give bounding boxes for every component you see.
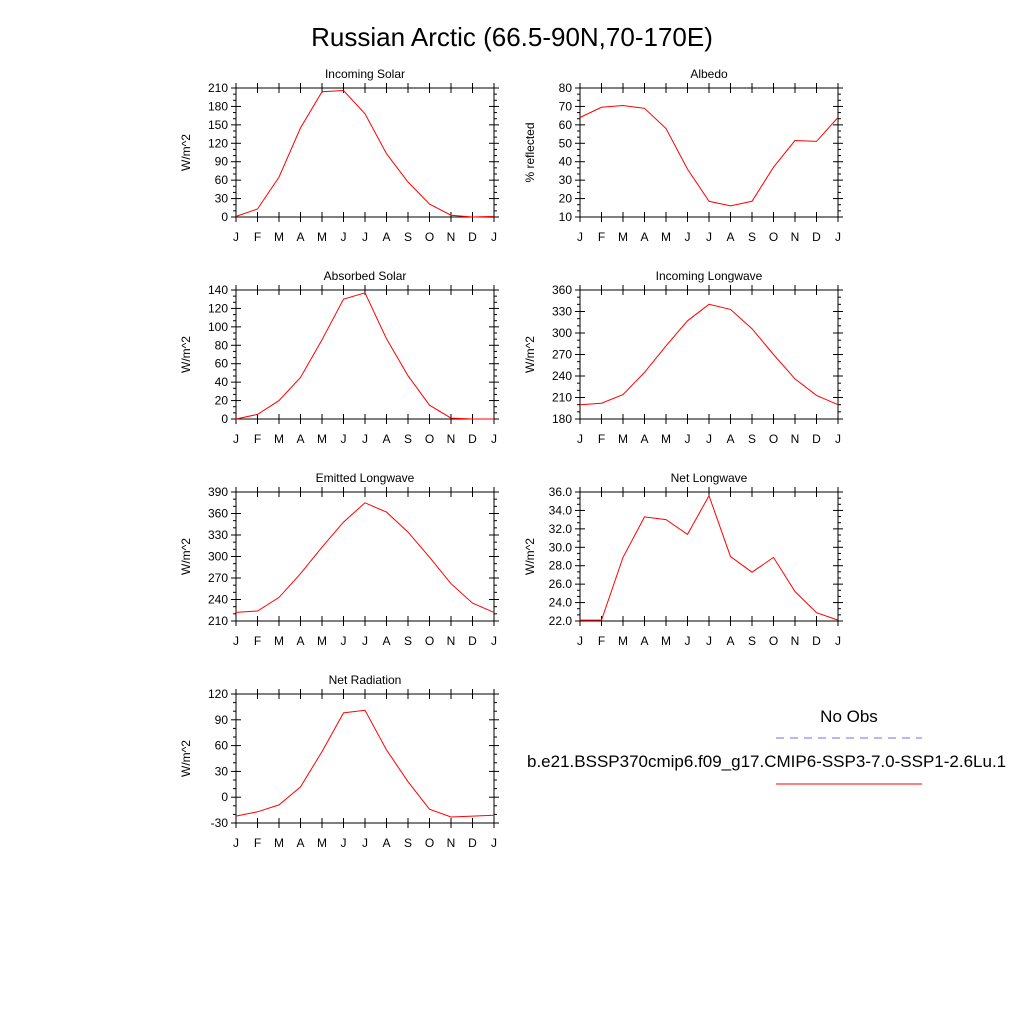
y-tick-label: 180 bbox=[207, 99, 228, 114]
x-tick-label: O bbox=[768, 230, 779, 244]
x-tick-label: M bbox=[317, 634, 327, 648]
y-tick-label: 28.0 bbox=[548, 558, 572, 573]
x-tick-label: F bbox=[597, 432, 606, 446]
x-tick-label: O bbox=[768, 432, 779, 446]
y-tick-label: 120 bbox=[207, 301, 228, 316]
y-tick-label: 270 bbox=[207, 571, 228, 585]
x-tick-label: J bbox=[362, 230, 368, 244]
x-tick-label: A bbox=[382, 634, 391, 648]
y-tick-label: 32.0 bbox=[548, 521, 572, 536]
panel-title: Net Radiation bbox=[328, 673, 402, 687]
x-tick-label: N bbox=[790, 432, 800, 446]
x-tick-label: A bbox=[726, 634, 735, 648]
x-tick-label: A bbox=[640, 432, 649, 446]
x-tick-label: J bbox=[706, 230, 712, 244]
y-tick-label: 90 bbox=[214, 154, 228, 169]
y-tick-label: 270 bbox=[551, 347, 572, 362]
panel-title: Incoming Longwave bbox=[655, 269, 763, 283]
y-tick-label: 360 bbox=[207, 506, 228, 521]
x-tick-label: J bbox=[706, 432, 712, 446]
x-tick-label: M bbox=[317, 432, 327, 446]
x-tick-label: M bbox=[274, 836, 284, 850]
x-tick-label: J bbox=[233, 836, 239, 850]
y-tick-label: 50 bbox=[558, 136, 572, 151]
x-tick-label: J bbox=[684, 230, 691, 244]
series-line bbox=[580, 304, 838, 404]
y-tick-label: 10 bbox=[558, 210, 572, 224]
y-tick-label: 20 bbox=[558, 191, 572, 206]
x-tick-label: S bbox=[403, 836, 413, 850]
x-tick-label: M bbox=[661, 432, 671, 446]
plot-frame bbox=[236, 88, 494, 217]
y-tick-label: 22.0 bbox=[548, 614, 572, 628]
y-tick-label: -30 bbox=[210, 816, 228, 830]
x-tick-label: J bbox=[340, 836, 347, 850]
x-tick-label: N bbox=[446, 432, 456, 446]
y-tick-label: 0 bbox=[221, 412, 228, 426]
y-tick-label: 34.0 bbox=[548, 503, 572, 518]
y-tick-label: 36.0 bbox=[548, 485, 572, 499]
y-axis-label: W/m^2 bbox=[179, 134, 193, 171]
y-tick-label: 60 bbox=[214, 173, 228, 188]
y-tick-label: 26.0 bbox=[548, 577, 572, 592]
x-tick-label: N bbox=[790, 634, 800, 648]
x-tick-label: J bbox=[835, 634, 841, 648]
series-line bbox=[236, 293, 494, 419]
x-tick-label: J bbox=[233, 634, 239, 648]
x-tick-label: A bbox=[296, 634, 305, 648]
panel-absorbed-solar bbox=[179, 269, 499, 446]
x-tick-label: J bbox=[491, 634, 497, 648]
x-tick-label: M bbox=[661, 230, 671, 244]
figure-title: Russian Arctic (66.5-90N,70-170E) bbox=[311, 22, 713, 52]
y-tick-label: 360 bbox=[551, 283, 572, 297]
y-axis-label: W/m^2 bbox=[179, 740, 193, 777]
x-tick-label: A bbox=[296, 432, 305, 446]
y-axis-label: W/m^2 bbox=[523, 538, 537, 575]
x-tick-label: D bbox=[468, 836, 477, 850]
plot-frame bbox=[236, 694, 494, 823]
panels-container bbox=[179, 67, 843, 850]
plot-frame bbox=[580, 290, 838, 419]
x-tick-label: A bbox=[640, 230, 649, 244]
x-tick-label: A bbox=[296, 230, 305, 244]
plot-frame bbox=[236, 492, 494, 621]
y-axis-label: W/m^2 bbox=[179, 336, 193, 373]
x-tick-label: M bbox=[618, 432, 628, 446]
x-tick-label: A bbox=[726, 230, 735, 244]
x-tick-label: O bbox=[424, 634, 435, 648]
series-line bbox=[580, 106, 838, 206]
x-tick-label: O bbox=[768, 634, 779, 648]
panel-net-longwave bbox=[523, 471, 843, 648]
x-tick-label: J bbox=[233, 432, 239, 446]
y-tick-label: 240 bbox=[207, 592, 228, 607]
y-tick-label: 60 bbox=[214, 356, 228, 371]
x-tick-label: O bbox=[424, 432, 435, 446]
x-tick-label: N bbox=[446, 836, 456, 850]
x-tick-label: S bbox=[747, 634, 757, 648]
panel-title: Emitted Longwave bbox=[315, 471, 415, 485]
x-tick-label: J bbox=[684, 634, 691, 648]
x-tick-label: J bbox=[491, 836, 497, 850]
x-tick-label: S bbox=[403, 634, 413, 648]
series-line bbox=[580, 496, 838, 620]
x-tick-label: J bbox=[362, 836, 368, 850]
x-tick-label: M bbox=[618, 634, 628, 648]
x-tick-label: J bbox=[340, 230, 347, 244]
y-tick-label: 24.0 bbox=[548, 595, 572, 610]
y-tick-label: 30 bbox=[214, 764, 228, 779]
y-tick-label: 90 bbox=[214, 712, 228, 727]
x-tick-label: S bbox=[403, 230, 413, 244]
x-tick-label: D bbox=[468, 634, 477, 648]
panel-title: Incoming Solar bbox=[324, 67, 406, 81]
x-tick-label: M bbox=[317, 230, 327, 244]
x-tick-label: M bbox=[661, 634, 671, 648]
x-tick-label: D bbox=[812, 634, 821, 648]
x-tick-label: S bbox=[747, 432, 757, 446]
y-tick-label: 210 bbox=[207, 81, 228, 95]
x-tick-label: J bbox=[362, 634, 368, 648]
y-tick-label: 40 bbox=[558, 154, 572, 169]
series-line bbox=[236, 503, 494, 613]
x-tick-label: M bbox=[274, 432, 284, 446]
x-tick-label: A bbox=[382, 432, 391, 446]
y-axis-label: W/m^2 bbox=[523, 336, 537, 373]
y-tick-label: 100 bbox=[207, 319, 228, 334]
y-tick-label: 40 bbox=[214, 375, 228, 390]
y-tick-label: 210 bbox=[551, 390, 572, 405]
x-tick-label: D bbox=[468, 432, 477, 446]
x-tick-label: D bbox=[812, 230, 821, 244]
x-tick-label: N bbox=[446, 634, 456, 648]
y-tick-label: 30 bbox=[214, 191, 228, 206]
x-tick-label: A bbox=[640, 634, 649, 648]
plot-frame bbox=[236, 290, 494, 419]
y-tick-label: 0 bbox=[221, 790, 228, 805]
panel-incoming-longwave bbox=[523, 269, 843, 446]
x-tick-label: A bbox=[726, 432, 735, 446]
x-tick-label: J bbox=[577, 634, 583, 648]
y-axis-label: W/m^2 bbox=[179, 538, 193, 575]
y-tick-label: 80 bbox=[214, 338, 228, 353]
x-tick-label: D bbox=[812, 432, 821, 446]
legend-model-label: b.e21.BSSP370cmip6.f09_g17.CMIP6-SSP3-7.0-SSP1-2.6Lu.1 bbox=[527, 752, 1007, 771]
x-tick-label: M bbox=[274, 634, 284, 648]
y-tick-label: 120 bbox=[207, 687, 228, 701]
y-tick-label: 210 bbox=[207, 614, 228, 628]
y-axis-label: % reflected bbox=[523, 122, 537, 183]
y-tick-label: 390 bbox=[207, 485, 228, 499]
x-tick-label: J bbox=[491, 432, 497, 446]
panel-incoming-solar bbox=[179, 67, 499, 244]
series-line bbox=[236, 710, 494, 817]
y-tick-label: 60 bbox=[214, 738, 228, 753]
x-tick-label: M bbox=[317, 836, 327, 850]
x-tick-label: O bbox=[424, 230, 435, 244]
x-tick-label: J bbox=[706, 634, 712, 648]
y-tick-label: 70 bbox=[558, 99, 572, 114]
x-tick-label: F bbox=[597, 634, 606, 648]
panel-albedo bbox=[523, 67, 843, 244]
y-tick-label: 240 bbox=[551, 369, 572, 383]
y-tick-label: 20 bbox=[214, 393, 228, 408]
x-tick-label: A bbox=[382, 836, 391, 850]
x-tick-label: J bbox=[684, 432, 691, 446]
y-tick-label: 330 bbox=[207, 528, 228, 542]
y-tick-label: 180 bbox=[551, 412, 572, 426]
y-tick-label: 80 bbox=[558, 81, 572, 95]
x-tick-label: N bbox=[446, 230, 456, 244]
y-tick-label: 300 bbox=[207, 549, 228, 564]
y-tick-label: 30 bbox=[558, 173, 572, 188]
y-tick-label: 0 bbox=[221, 210, 228, 224]
panel-title: Net Longwave bbox=[670, 471, 748, 485]
y-tick-label: 30.0 bbox=[548, 540, 572, 555]
x-tick-label: J bbox=[835, 230, 841, 244]
y-tick-label: 300 bbox=[551, 326, 572, 340]
x-tick-label: S bbox=[747, 230, 757, 244]
x-tick-label: A bbox=[296, 836, 305, 850]
y-tick-label: 140 bbox=[207, 283, 228, 297]
x-tick-label: J bbox=[340, 634, 347, 648]
x-tick-label: F bbox=[253, 230, 262, 244]
x-tick-label: D bbox=[468, 230, 477, 244]
x-tick-label: M bbox=[618, 230, 628, 244]
legend bbox=[527, 707, 1006, 784]
panel-net-radiation bbox=[179, 673, 499, 850]
y-tick-label: 120 bbox=[207, 136, 228, 151]
y-tick-label: 330 bbox=[551, 304, 572, 319]
x-tick-label: J bbox=[340, 432, 347, 446]
series-line bbox=[236, 91, 494, 218]
x-tick-label: M bbox=[274, 230, 284, 244]
x-tick-label: J bbox=[577, 230, 583, 244]
x-tick-label: N bbox=[790, 230, 800, 244]
plot-frame bbox=[580, 492, 838, 621]
panel-title: Absorbed Solar bbox=[323, 269, 407, 283]
x-tick-label: J bbox=[835, 432, 841, 446]
y-tick-label: 150 bbox=[207, 117, 228, 132]
panel-emitted-longwave bbox=[179, 471, 499, 648]
legend-obs-label: No Obs bbox=[820, 707, 878, 726]
x-tick-label: A bbox=[382, 230, 391, 244]
y-tick-label: 60 bbox=[558, 117, 572, 132]
panel-title: Albedo bbox=[690, 67, 728, 81]
x-tick-label: J bbox=[491, 230, 497, 244]
x-tick-label: J bbox=[577, 432, 583, 446]
x-tick-label: F bbox=[253, 432, 262, 446]
x-tick-label: F bbox=[253, 836, 262, 850]
x-tick-label: F bbox=[253, 634, 262, 648]
x-tick-label: S bbox=[403, 432, 413, 446]
x-tick-label: J bbox=[362, 432, 368, 446]
x-tick-label: F bbox=[597, 230, 606, 244]
x-tick-label: J bbox=[233, 230, 239, 244]
plot-frame bbox=[580, 88, 838, 217]
x-tick-label: O bbox=[424, 836, 435, 850]
